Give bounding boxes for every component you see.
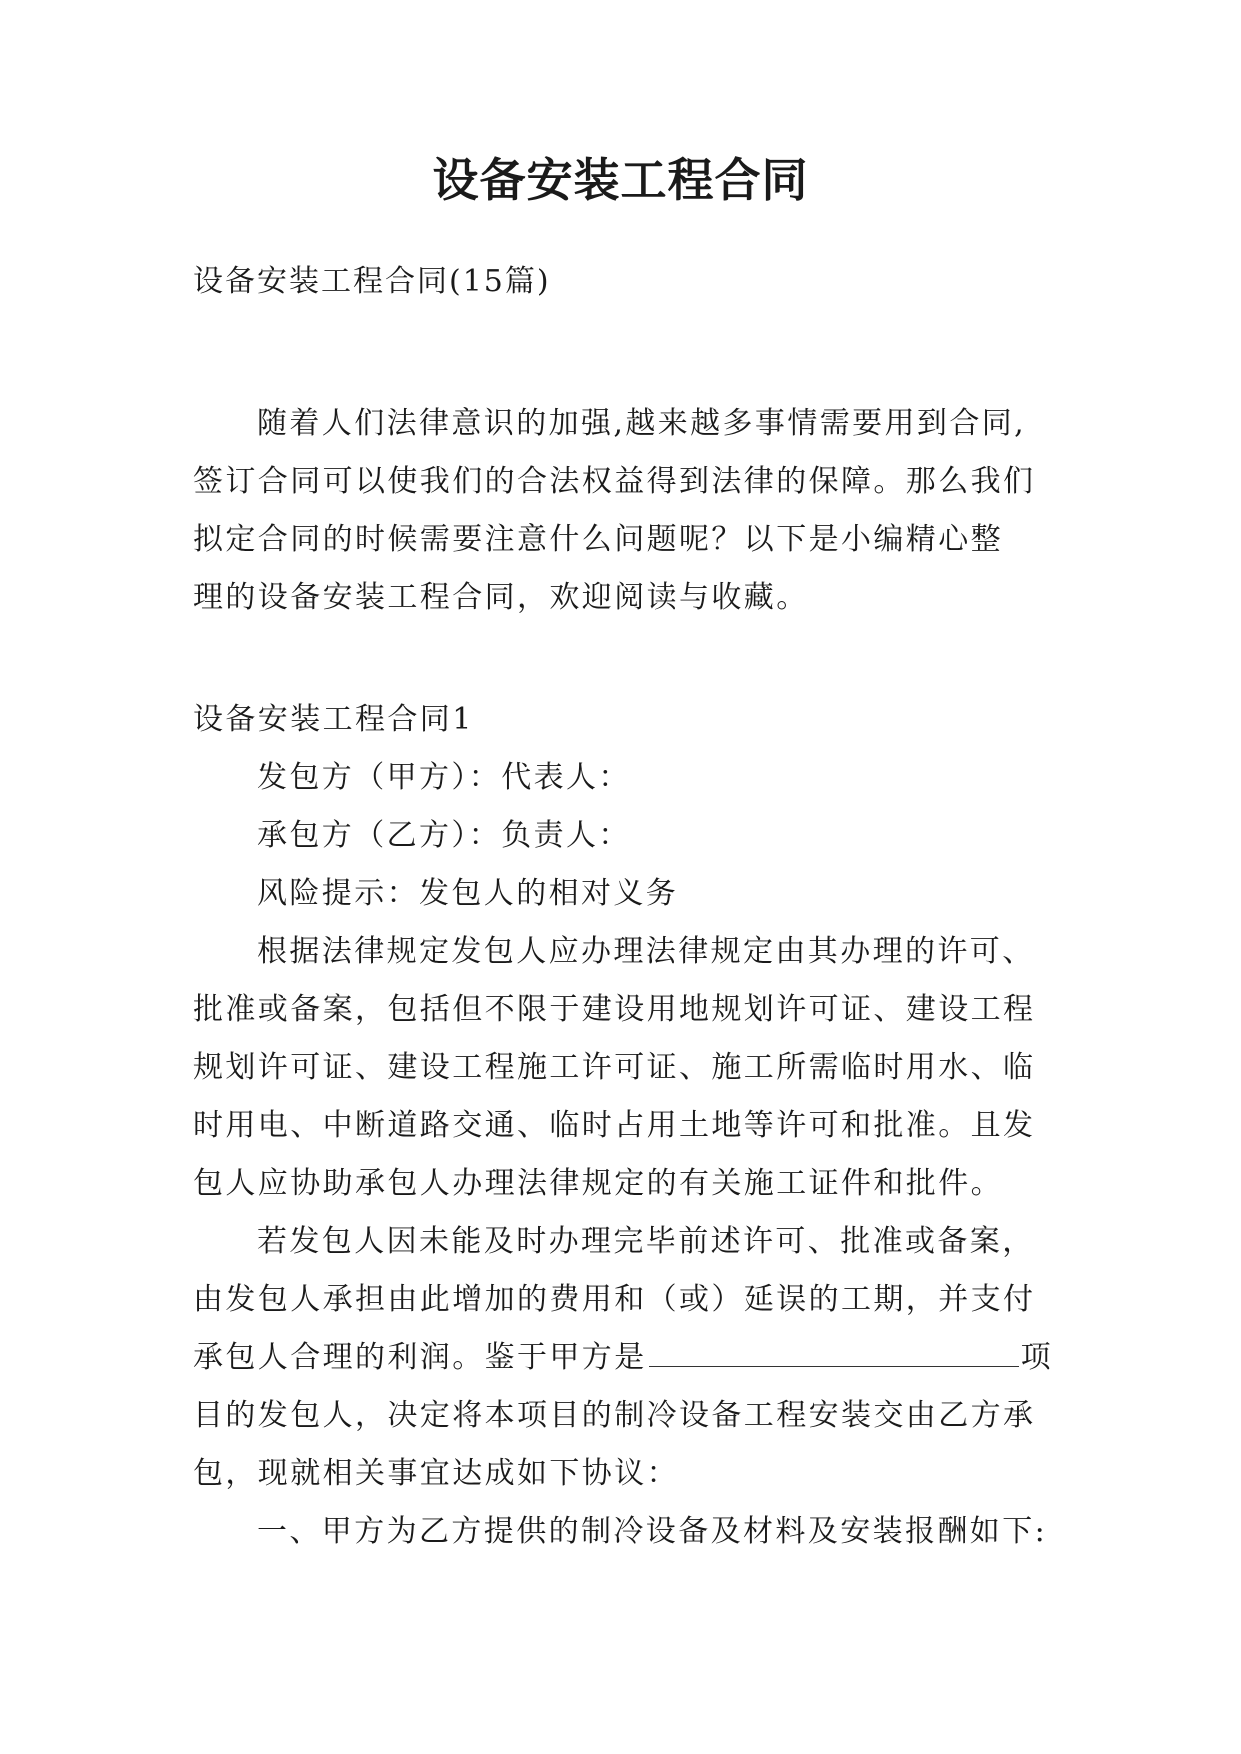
clause-line: 一、甲方为乙方提供的制冷设备及材料及安装报酬如下: xyxy=(257,1514,1048,1549)
paragraph-line: 若发包人因未能及时办理完毕前述许可、批准或备案， xyxy=(257,1224,1035,1259)
paragraph-line: 根据法律规定发包人应办理法律规定由其办理的许可、 xyxy=(257,934,1035,969)
intro-line: 拟定合同的时候需要注意什么问题呢？以下是小编精心整 xyxy=(193,522,1003,557)
intro-line: 理的设备安装工程合同，欢迎阅读与收藏。 xyxy=(193,580,809,615)
party-b-line: 承包方（乙方）：负责人： xyxy=(257,818,631,853)
paragraph-line: 目的发包人，决定将本项目的制冷设备工程安装交由乙方承 xyxy=(193,1398,1036,1433)
intro-line: 随着人们法律意识的加强,越来越多事情需要用到合同, xyxy=(257,406,1027,441)
paragraph-line: 包，现就相关事宜达成如下协议： xyxy=(193,1456,679,1491)
document-subtitle: 设备安装工程合同(15篇) xyxy=(193,264,551,299)
paragraph-text: 项 xyxy=(1020,1340,1054,1375)
paragraph-line: 时用电、中断道路交通、临时占用土地等许可和批准。且发 xyxy=(193,1108,1036,1143)
paragraph-line: 批准或备案，包括但不限于建设用地规划许可证、建设工程 xyxy=(193,992,1036,1027)
paragraph-text: 承包人合理的利润。鉴于甲方是 xyxy=(193,1340,647,1375)
section-heading: 设备安装工程合同1 xyxy=(193,702,474,737)
party-a-line: 发包方（甲方）：代表人： xyxy=(257,760,631,795)
paragraph-line xyxy=(193,1338,1053,1378)
paragraph-line: 由发包人承担由此增加的费用和（或）延误的工期，并支付 xyxy=(193,1282,1036,1317)
paragraph-line: 包人应协助承包人办理法律规定的有关施工证件和批件。 xyxy=(193,1166,1003,1201)
intro-line: 签订合同可以使我们的合法权益得到法律的保障。那么我们 xyxy=(193,464,1036,499)
paragraph-line: 规划许可证、建设工程施工许可证、施工所需临时用水、临 xyxy=(193,1050,1036,1085)
fill-in-blank xyxy=(649,1338,1019,1367)
risk-tip-line: 风险提示：发包人的相对义务 xyxy=(257,876,679,911)
document-title: 设备安装工程合同 xyxy=(432,153,809,207)
